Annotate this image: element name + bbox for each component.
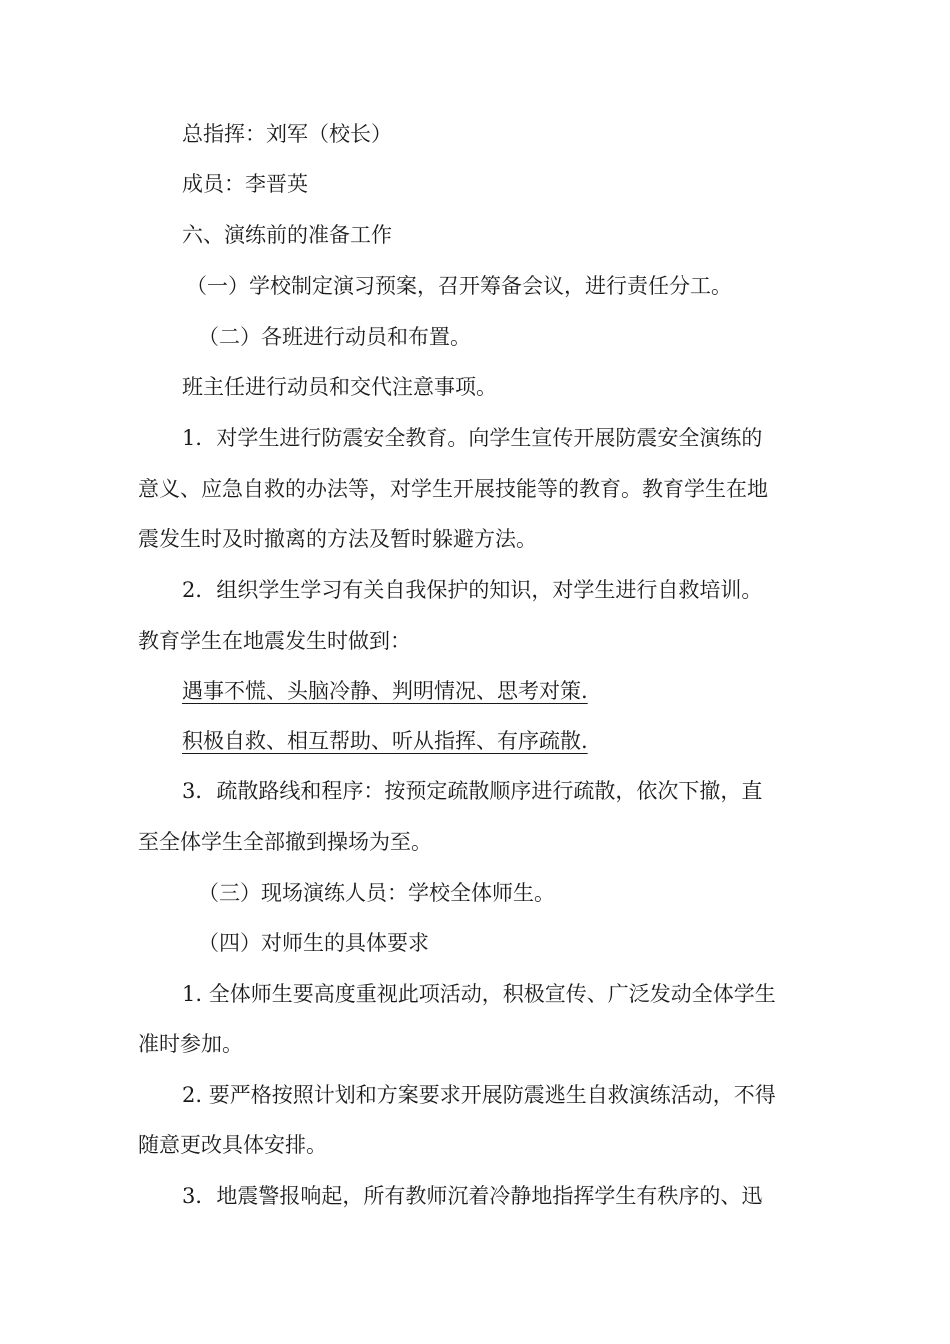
subsection-2: （二）各班进行动员和布置。 [198, 325, 471, 349]
members-line: 成员：李晋英 [182, 172, 308, 196]
item-2-line: 教育学生在地震发生时做到： [138, 629, 411, 653]
subsection-4: （四）对师生的具体要求 [198, 931, 429, 955]
paragraph-line: 班主任进行动员和交代注意事项。 [182, 375, 497, 399]
subsection-1: （一）学校制定演习预案，召开筹备会议，进行责任分工。 [186, 274, 732, 298]
requirement-2-line: 2. 要严格按照计划和方案要求开展防震逃生自救演练活动，不得 [182, 1083, 776, 1107]
requirement-1-line: 1. 全体师生要高度重视此项活动，积极宣传、广泛发动全体学生 [182, 982, 776, 1006]
section-heading: 六、演练前的准备工作 [182, 223, 392, 247]
item-2-line: 2．组织学生学习有关自我保护的知识，对学生进行自救培训。 [182, 578, 763, 602]
slogan-line: 积极自救、相互帮助、听从指挥、有序疏散. [182, 729, 588, 753]
item-1-line: 震发生时及时撤离的方法及暂时躲避方法。 [138, 527, 537, 551]
subsection-3: （三）现场演练人员：学校全体师生。 [198, 881, 555, 905]
requirement-2-line: 随意更改具体安排。 [138, 1133, 327, 1157]
item-1-line: 1．对学生进行防震安全教育。向学生宣传开展防震安全演练的 [182, 426, 763, 450]
slogan-line: 遇事不慌、头脑冷静、判明情况、思考对策. [182, 679, 588, 703]
item-3-line: 至全体学生全部撤到操场为至。 [138, 830, 432, 854]
item-1-line: 意义、应急自救的办法等，对学生开展技能等的教育。教育学生在地 [138, 477, 768, 501]
item-3-line: 3．疏散路线和程序：按预定疏散顺序进行疏散，依次下撤，直 [182, 779, 763, 803]
requirement-3-line: 3．地震警报响起，所有教师沉着冷静地指挥学生有秩序的、迅 [182, 1184, 763, 1208]
requirement-1-line: 准时参加。 [138, 1032, 243, 1056]
commander-line: 总指挥：刘军（校长） [182, 122, 392, 146]
